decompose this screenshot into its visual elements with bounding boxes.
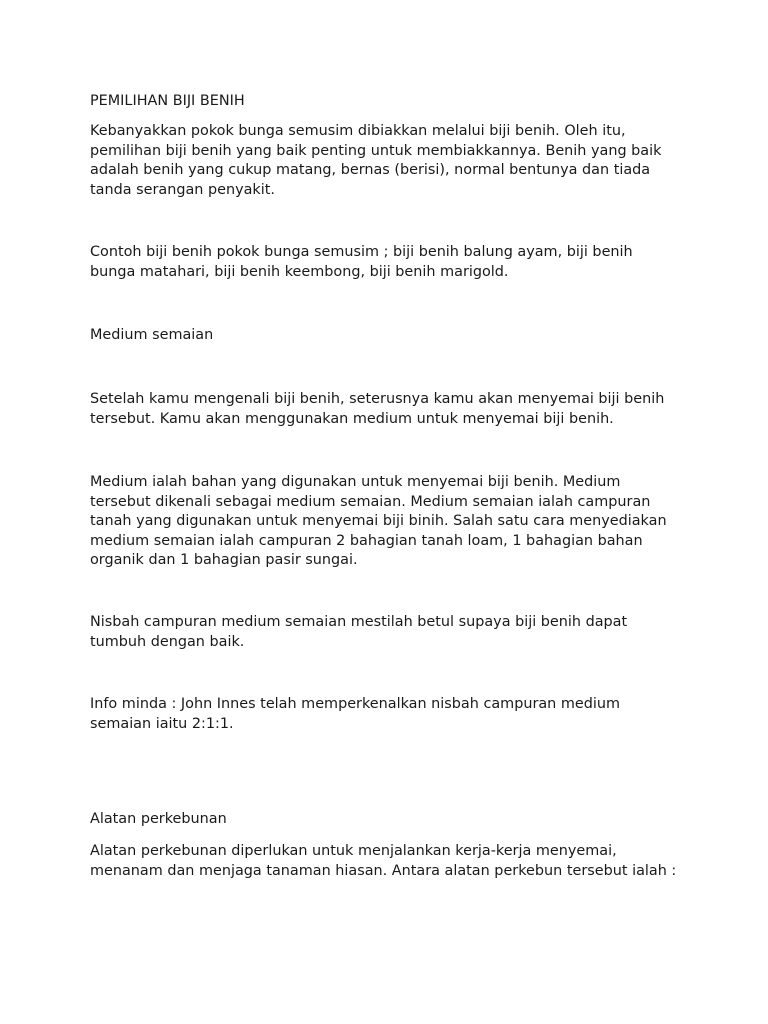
paragraph: Kebanyakkan pokok bunga semusim dibiakkan melalui biji benih. Oleh itu, pemilihan biji benih yang baik penting untuk membiakkannya. Benih yang baik adalah benih yang cukup matang, bernas (berisi), normal bentunya dan tiada tanda serangan penyakit. — [90, 123, 662, 198]
paragraph: Contoh biji benih pokok bunga semusim ; biji benih balung ayam, biji benih bunga matahari, biji benih keembong, biji benih marigold. — [90, 244, 633, 280]
document-title: PEMILIHAN BIJI BENIH — [90, 93, 245, 109]
info-note: Info minda : John Innes telah memperkenalkan nisbah campuran medium semaian iaitu 2:1:1. — [90, 696, 621, 732]
section-heading: Medium semaian — [90, 327, 214, 343]
paragraph: Alatan perkebunan diperlukan untuk menjalankan kerja-kerja menyemai, menanam dan menjaga tanaman hiasan. Antara alatan perkebun tersebut ialah : — [90, 843, 677, 879]
paragraph: Nisbah campuran medium semaian mestilah betul supaya biji benih dapat tumbuh dengan baik. — [90, 614, 628, 650]
paragraph: Medium ialah bahan yang digunakan untuk menyemai biji benih. Medium tersebut dikenali sebagai medium semaian. Medium semaian ialah campuran tanah yang digunakan untuk menyemai biji binih. Salah satu cara menyediakan medium semaian ialah campuran 2 bahagian tanah loam, 1 bahagian bahan organik dan 1 bahagian pasir sungai. — [90, 474, 667, 569]
paragraph: Setelah kamu mengenali biji benih, seterusnya kamu akan menyemai biji benih tersebut. Kamu akan menggunakan medium untuk menyemai biji benih. — [90, 391, 665, 427]
section-heading: Alatan perkebunan — [90, 811, 227, 827]
